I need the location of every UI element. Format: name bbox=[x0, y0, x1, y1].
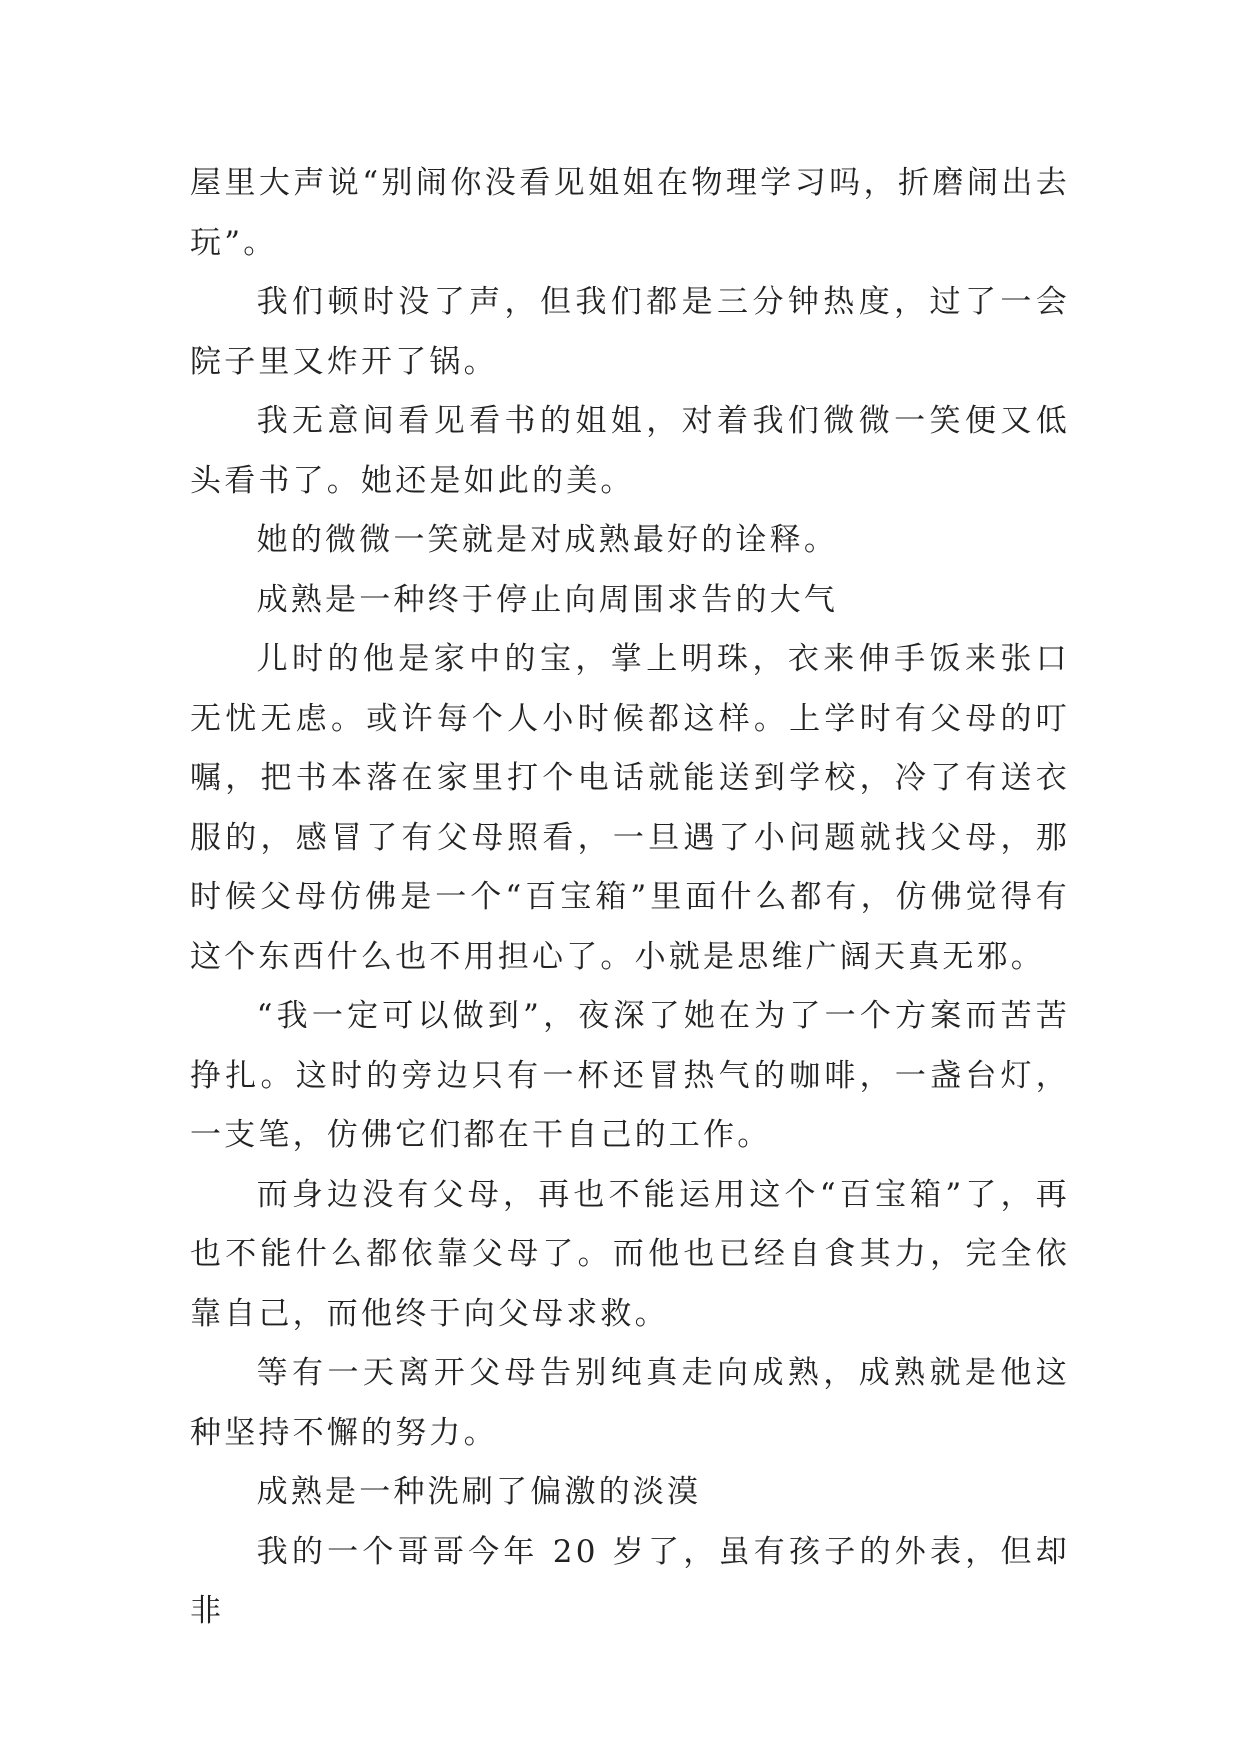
paragraph-8: 等有一天离开父母告别纯真走向成熟，成熟就是他这种坚持不懈的努力。 bbox=[190, 1355, 1070, 1451]
section-heading-1: 成熟是一种终于停止向周围求告的大气 bbox=[256, 581, 839, 618]
document-body bbox=[190, 154, 1070, 1642]
paragraph-4: 她的微微一笑就是对成熟最好的诠释。 bbox=[256, 522, 839, 558]
paragraph-5: 儿时的他是家中的宝，掌上明珠，衣来伸手饭来张口无忧无虑。或许每个人小时候都这样。上学时有父母的叮嘱，把书本落在家里打个电话就能送到学校，冷了有送衣服的，感冒了有父母照看，一旦遇了小问题就找父母，那时候父母仿佛是一个“百宝箱”里面什么都有，仿佛觉得有这个东西什么也不用担心了。小就是思维广阔天真无邪。 bbox=[190, 641, 1070, 975]
paragraph-7: 而身边没有父母，再也不能运用这个“百宝箱”了，再也不能什么都依靠父母了。而他也已经自食其力，完全依靠自己，而他终于向父母求救。 bbox=[190, 1176, 1070, 1332]
paragraph-3: 我无意间看见看书的姐姐，对着我们微微一笑便又低头看书了。她还是如此的美。 bbox=[190, 403, 1070, 499]
paragraph-9: 我的一个哥哥今年 20 岁了，虽有孩子的外表，但却非 bbox=[190, 1533, 1070, 1629]
paragraph-6: “我一定可以做到”，夜深了她在为了一个方案而苦苦挣扎。这时的旁边只有一杯还冒热气的咖啡，一盏台灯，一支笔，仿佛它们都在干自己的工作。 bbox=[190, 998, 1070, 1153]
paragraph-1: 屋里大声说“别闹你没看见姐姐在物理学习吗，折磨闹出去玩”。 bbox=[190, 165, 1070, 261]
section-heading-2: 成熟是一种洗刷了偏激的淡漠 bbox=[256, 1474, 702, 1510]
paragraph-2: 我们顿时没了声，但我们都是三分钟热度，过了一会院子里又炸开了锅。 bbox=[190, 284, 1070, 380]
